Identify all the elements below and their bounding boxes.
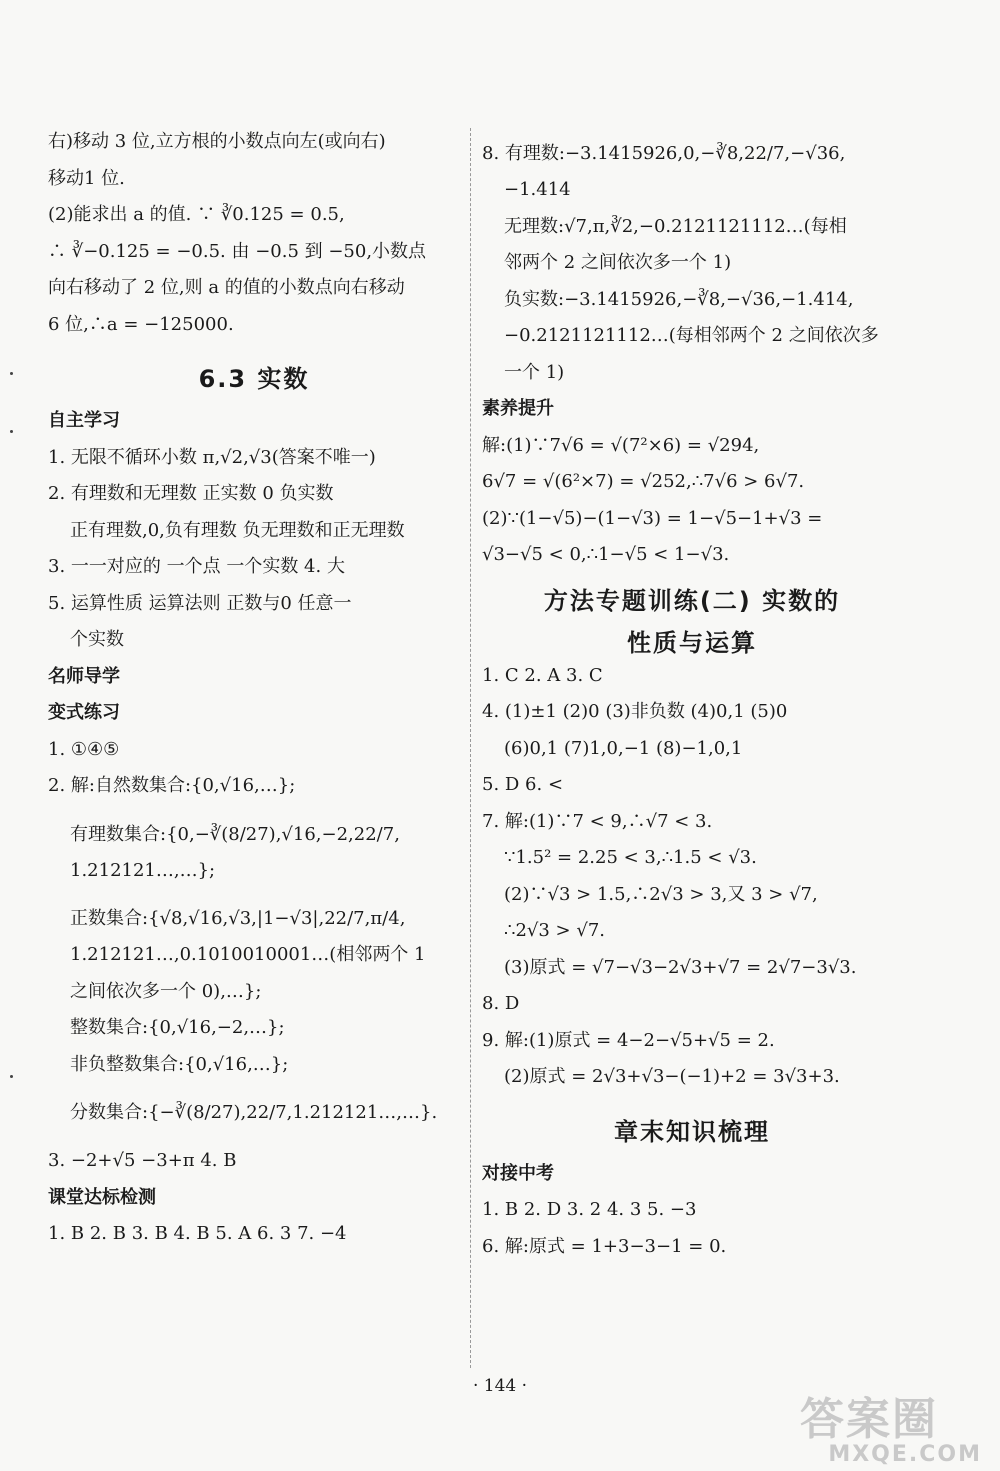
text-line: 正有理数,0,负有理数 负无理数和正无理数	[70, 519, 405, 541]
text-line: 邻两个 2 之间依次多一个 1)	[504, 252, 732, 273]
text-line: (2)∵(1−√5)−(1−√3) = 1−√5−1+√3 =	[482, 507, 823, 529]
text-line: 1.212121…,0.1010010001…(相邻两个 1	[70, 944, 426, 965]
text-line: ∴ ∛−0.125 = −0.5. 由 −0.5 到 −50,小数点	[48, 240, 427, 262]
left-column	[48, 130, 460, 1259]
text-line: 非负整数集合:{0,√16,…};	[70, 1053, 289, 1075]
right-column	[482, 130, 902, 1271]
section-heading: 自主学习	[48, 410, 120, 431]
text-line: 2. 有理数和无理数 正实数 0 负实数	[48, 483, 334, 504]
section-heading: 素养提升	[482, 398, 554, 419]
text-line: 8. 有理数:−3.1415926,0,−∛8,22/7,−√36,	[482, 143, 846, 164]
text-line: 3. 一一对应的 一个点 一个实数 4. 大	[48, 556, 345, 577]
text-line: 之间依次多一个 0),…};	[70, 980, 262, 1002]
text-line	[48, 1137, 460, 1149]
text-line: (3)原式 = √7−√3−2√3+√7 = 2√7−3√3.	[504, 956, 857, 978]
watermark	[800, 1394, 990, 1467]
margin-dot	[10, 372, 13, 375]
text-line: 6√7 = √(6²×7) = √252,∴7√6 > 6√7.	[482, 471, 805, 492]
text-line: 1. 无限不循环小数 π,√2,√3(答案不唯一)	[48, 446, 376, 468]
section-heading: 课堂达标检测	[48, 1186, 156, 1208]
text-line: 1.212121…,…};	[70, 859, 216, 881]
text-line: 有理数集合:{0,−∛(8/27),√16,−2,22/7,	[70, 823, 400, 845]
text-line: 无理数:√7,π,∛2,−0.2121121112…(每相	[504, 215, 847, 237]
text-line: 正数集合:{√8,√16,√3,|1−√3|,22/7,π/4,	[70, 908, 406, 929]
margin-dot	[10, 430, 13, 433]
text-line: 3. −2+√5 −3+π 4. B	[48, 1150, 237, 1171]
section-title: 方法专题训练(二) 实数的	[543, 586, 841, 615]
text-line: (2)原式 = 2√3+√3−(−1)+2 = 3√3+3.	[504, 1066, 840, 1087]
text-line: (6)0,1 (7)1,0,−1 (8)−1,0,1	[504, 737, 743, 759]
section-title: 章末知识梳理	[614, 1117, 770, 1146]
text-line: 整数集合:{0,√16,−2,…};	[70, 1017, 285, 1038]
text-line: √3−√5 < 0,∴1−√5 < 1−√3.	[482, 544, 730, 565]
page-number: · 144 ·	[472, 1376, 528, 1396]
section-heading: 变式练习	[48, 702, 120, 723]
section-heading: 对接中考	[482, 1162, 554, 1184]
text-line: (2)∵√3 > 1.5,∴2√3 > 3,又 3 > √7,	[504, 883, 818, 905]
text-line: 4. (1)±1 (2)0 (3)非负数 (4)0,1 (5)0	[482, 701, 788, 722]
text-line: ∵1.5² = 2.25 < 3,∴1.5 < √3.	[504, 847, 757, 868]
text-line: 向右移动了 2 位,则 a 的值的小数点向右移动	[48, 277, 405, 298]
section-title: 6.3 实数	[198, 365, 310, 393]
text-line: 负实数:−3.1415926,−∛8,−√36,−1.414,	[504, 288, 854, 310]
text-line: ∴2√3 > √7.	[504, 920, 605, 941]
text-line: 7. 解:(1)∵7 < 9,∴√7 < 3.	[482, 810, 713, 832]
text-line: 5. 运算性质 运算法则 正数与0 任意一	[48, 592, 352, 614]
text-line: −1.414	[504, 179, 571, 200]
text-line: 1. B 2. D 3. 2 4. 3 5. −3	[482, 1199, 697, 1220]
text-line: 1. B 2. B 3. B 4. B 5. A 6. 3 7. −4	[48, 1223, 347, 1244]
column-divider	[470, 128, 471, 1368]
text-line: 1. ①④⑤	[48, 738, 120, 760]
text-line: 一个 1)	[504, 361, 565, 383]
text-line: 移动1 位.	[48, 167, 125, 189]
text-line: −0.2121121112…(每相邻两个 2 之间依次多	[504, 325, 879, 346]
text-line: 9. 解:(1)原式 = 4−2−√5+√5 = 2.	[482, 1029, 775, 1051]
text-line: 1. C 2. A 3. C	[482, 664, 603, 686]
text-line: 8. D	[482, 993, 520, 1014]
margin-dot	[10, 1075, 13, 1078]
text-line: (2)能求出 a 的值. ∵ ∛0.125 = 0.5,	[48, 204, 345, 225]
section-title: 性质与运算	[627, 628, 757, 657]
section-heading: 名师导学	[48, 665, 120, 687]
text-line: 个实数	[70, 629, 124, 650]
text-line: 2. 解:自然数集合:{0,√16,…};	[48, 775, 296, 796]
watermark-url: MXQE.COM	[828, 1442, 982, 1467]
text-line: 右)移动 3 位,立方根的小数点向左(或向右)	[48, 131, 386, 152]
text-line: 6. 解:原式 = 1+3−3−1 = 0.	[482, 1235, 727, 1257]
text-line: 5. D 6. <	[482, 774, 564, 795]
text-line: 分数集合:{−∛(8/27),22/7,1.212121…,…}.	[70, 1102, 438, 1123]
text-line: 解:(1)∵7√6 = √(7²×6) = √294,	[482, 434, 760, 456]
text-line: 6 位,∴a = −125000.	[48, 313, 234, 335]
watermark-logo-text: 答案圈	[800, 1394, 938, 1445]
